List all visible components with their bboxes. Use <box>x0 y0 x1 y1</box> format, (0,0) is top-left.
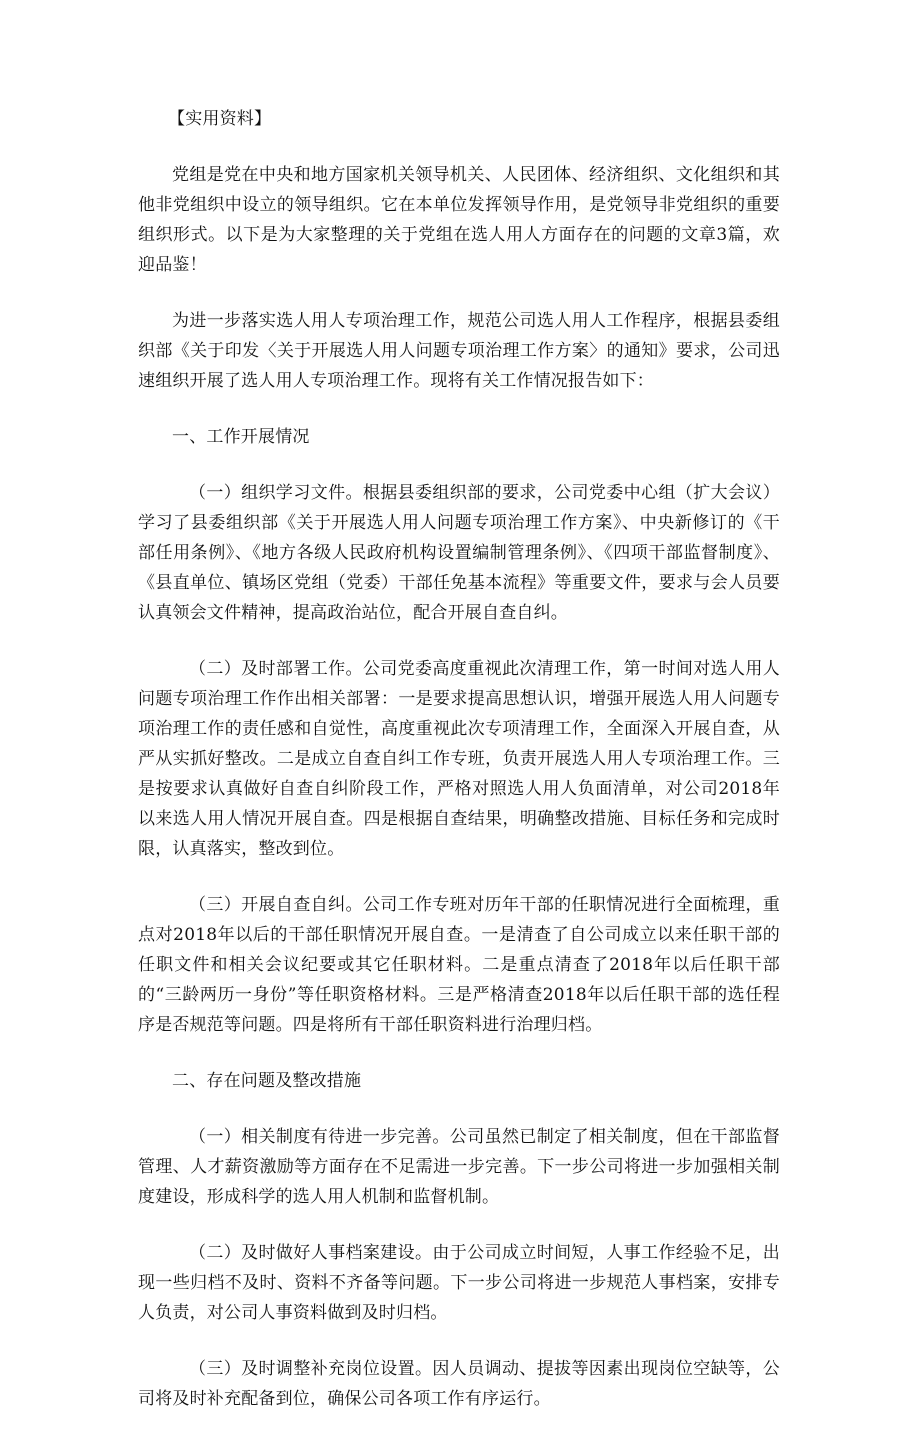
work-item-study-documents: （一）组织学习文件。根据县委组织部的要求，公司党委中心组（扩大会议）学习了县委组织部《关于开展选人用人问题专项治理工作方案》、中央新修订的《干部任用条例》、《地方各级人民政府机构设置编制管理条例》、《四项干部监督制度》、《县直单位、镇场区党组（党委）干部任免基本流程》等重要文件，要求与会人员要认真领会文件精神，提高政治站位，配合开展自查自纠。 <box>138 483 780 623</box>
problem-item-system-improvement: （一）相关制度有待进一步完善。公司虽然已制定了相关制度，但在干部监督管理、人才薪资激励等方面存在不足需进一步完善。下一步公司将进一步加强相关制度建设，形成科学的选人用人机制和监督机制。 <box>138 1127 780 1207</box>
work-item-deploy-work: （二）及时部署工作。公司党委高度重视此次清理工作，第一时间对选人用人问题专项治理工作作出相关部署：一是要求提高思想认识，增强开展选人用人问题专项治理工作的责任感和自觉性，高度重视此次专项清理工作，全面深入开展自查，从严从实抓好整改。二是成立自查自纠工作专班，负责开展选人用人专项治理工作。三是按要求认真做好自查自纠阶段工作，严格对照选人用人负面清单，对公司2018年以来选人用人情况开展自查。四是根据自查结果，明确整改措施、目标任务和完成时限，认真落实，整改到位。 <box>138 659 780 859</box>
section-heading-work-progress: 一、工作开展情况 <box>172 427 310 447</box>
section-heading-problems-measures: 二、存在问题及整改措施 <box>172 1071 362 1091</box>
problem-item-personnel-archives: （二）及时做好人事档案建设。由于公司成立时间短，人事工作经验不足，出现一些归档不及时、资料不齐备等问题。下一步公司将进一步规范人事档案，安排专人负责，对公司人事资料做到及时归档。 <box>138 1243 780 1323</box>
intro-paragraph: 党组是党在中央和地方国家机关领导机关、人民团体、经济组织、文化组织和其他非党组织中设立的领导组织。它在本单位发挥领导作用，是党领导非党组织的重要组织形式。以下是为大家整理的关于党组在选人用人方面存在的问题的文章3篇，欢迎品鉴！ <box>138 165 780 275</box>
work-item-self-inspection: （三）开展自查自纠。公司工作专班对历年干部的任职情况进行全面梳理，重点对2018年以后的干部任职情况开展自查。一是清查了自公司成立以来任职干部的任职文件和相关会议纪要或其它任职材料。二是重点清查了2018年以后任职干部的“三龄两历一身份”等任职资格材料。三是严格清查2018年以后任职干部的选任程序是否规范等问题。四是将所有干部任职资料进行治理归档。 <box>138 895 780 1035</box>
document-body <box>138 104 780 1440</box>
opening-paragraph: 为进一步落实选人用人专项治理工作，规范公司选人用人工作程序，根据县委组织部《关于印发〈关于开展选人用人问题专项治理工作方案〉的通知》要求，公司迅速组织开展了选人用人专项治理工作。现将有关工作情况报告如下： <box>138 311 780 391</box>
resource-tag: 【实用资料】 <box>168 109 272 129</box>
problem-item-post-adjustment: （三）及时调整补充岗位设置。因人员调动、提拔等因素出现岗位空缺等，公司将及时补充配备到位，确保公司各项工作有序运行。 <box>138 1359 780 1409</box>
